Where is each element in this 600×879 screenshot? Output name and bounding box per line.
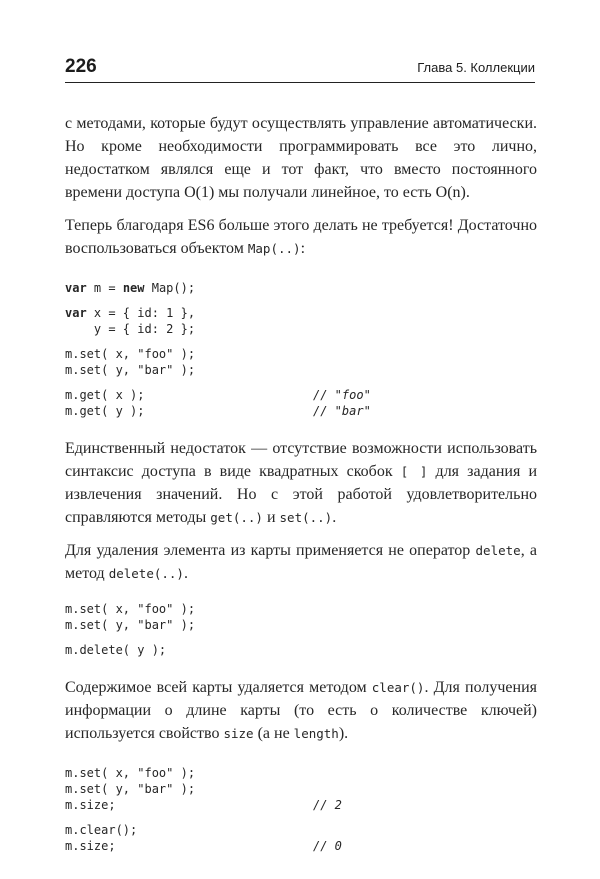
inline-code-map: Map(..) [247, 241, 301, 256]
code-comment: // "foo" [313, 388, 371, 402]
paragraph-2-tail: : [300, 240, 306, 257]
code-comment: // 2 [313, 798, 342, 812]
paragraph-2 [65, 214, 537, 260]
inline-code-length: length [293, 726, 339, 741]
chapter-title: Глава 5. Коллекции [417, 60, 535, 75]
paragraph-2-text: Теперь благодаря ES6 больше этого делать не требуется! Достаточно воспользоваться объектом [65, 217, 537, 257]
code-comment: // "bar" [313, 404, 371, 418]
code-line: m.set( x, "foo" ); [65, 766, 196, 780]
code-block-2 [65, 601, 537, 658]
code-text: m.size; [65, 839, 116, 853]
code-line: m.set( x, "foo" ); [65, 602, 196, 616]
code-line [65, 280, 537, 296]
code-line: m.set( y, "bar" ); [65, 782, 196, 796]
inline-code-delete-method: delete(..) [108, 566, 184, 581]
code-line [65, 403, 537, 419]
page-number: 226 [65, 56, 97, 77]
paragraph-3-text: и [262, 509, 280, 526]
page-header [65, 56, 535, 83]
code-line: m.delete( y ); [65, 643, 167, 657]
code-line [65, 305, 537, 321]
code-text: m.size; [65, 798, 116, 812]
paragraph-4-text: , а метод [65, 542, 538, 582]
paragraph-5-text: Содержимое всей карты удаляется методом [65, 679, 372, 696]
inline-code-delete-operator: delete [475, 543, 521, 558]
code-text: m.get( y ); [65, 404, 145, 418]
page-body [65, 112, 537, 854]
code-line [65, 838, 537, 854]
code-line: m.set( y, "bar" ); [65, 618, 196, 632]
paragraph-5 [65, 676, 537, 745]
paragraph-4-text: . [183, 565, 188, 582]
code-keyword: var [65, 281, 87, 295]
paragraph-3 [65, 437, 537, 529]
inline-code-get: get(..) [210, 510, 263, 525]
code-keyword: var [65, 306, 87, 320]
paragraph-4-text: Для удаления элемента из карты применяется не оператор [65, 542, 476, 559]
inline-code-clear: clear() [371, 680, 425, 695]
code-text: Map(); [144, 281, 196, 295]
code-keyword: new [122, 281, 145, 295]
code-text: m = [86, 281, 123, 295]
code-text: m.get( x ); [65, 388, 145, 402]
code-block-1 [65, 280, 537, 419]
paragraph-3-text: Единственный недостаток — отсутствие возможности использовать синтаксис доступа в виде квадратных скобок [65, 440, 537, 480]
code-line: m.set( y, "bar" ); [65, 363, 196, 377]
code-line [65, 797, 537, 813]
code-line: m.set( x, "foo" ); [65, 347, 196, 361]
paragraph-3-text: . [332, 509, 337, 526]
code-line: m.clear(); [65, 823, 138, 837]
code-line [65, 387, 537, 403]
paragraph-5-text: ). [338, 725, 349, 742]
code-line: y = { id: 2 }; [65, 322, 196, 336]
paragraph-5-text: (а не [253, 725, 294, 742]
paragraph-5-text: . Для получения информации о длине карты (то есть о количестве ключей) используется свойство [65, 679, 537, 742]
code-comment: // 0 [313, 839, 342, 853]
inline-code-set: set(..) [279, 510, 333, 525]
paragraph-4 [65, 539, 537, 585]
code-text: x = { id: 1 }, [86, 306, 196, 320]
paragraph-1: с методами, которые будут осуществлять управление автоматически. Но кроме необходимости программировать все это лично, недостатком являлся еще и тот факт, что вместо постоянного времени доступа O(1) мы получали линейное, то есть O(n). [65, 115, 537, 201]
code-block-3 [65, 765, 537, 854]
inline-code-brackets: [ ] [400, 464, 428, 479]
paragraph-3-text: для задания и извлечения значений. Но с этой работой удовлетворительно справляются методы [65, 463, 538, 526]
inline-code-size: size [223, 726, 254, 741]
